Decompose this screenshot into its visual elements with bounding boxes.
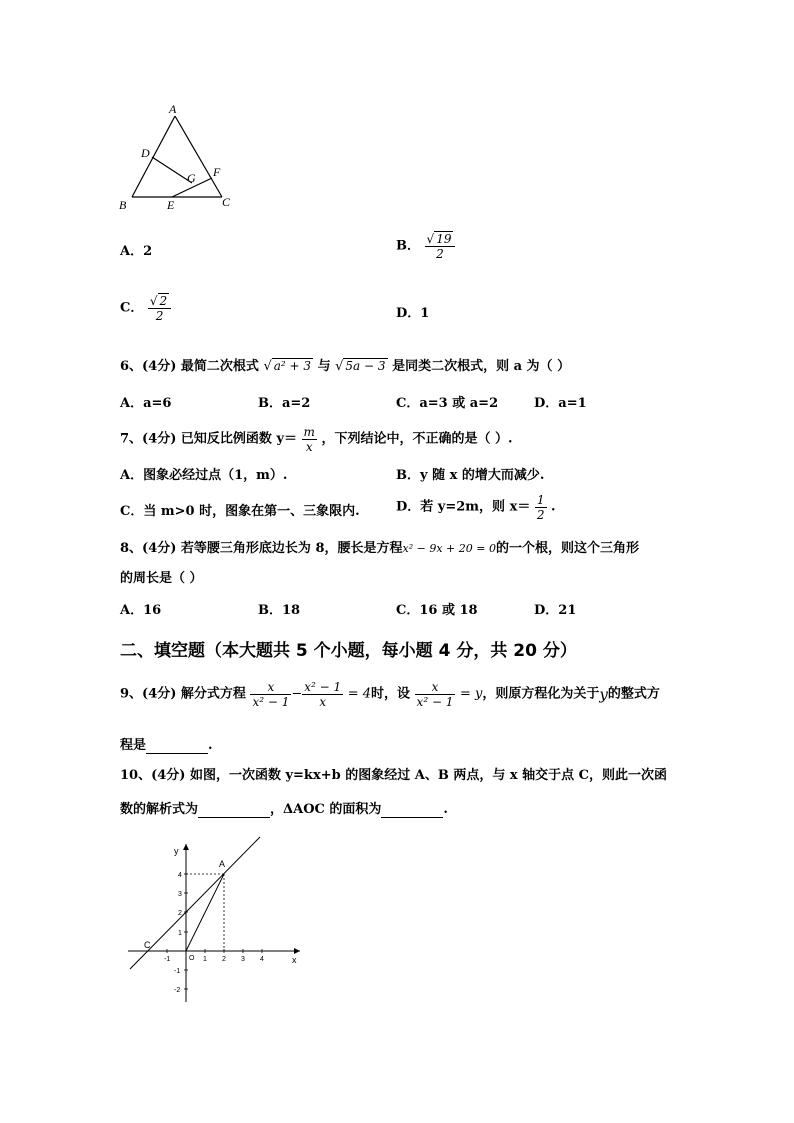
q7-option-a: A．图象必经过点（1，m）. — [120, 468, 288, 483]
q8-stem-line2: 的周长是（ ） — [120, 571, 203, 586]
x-tick-label-2: 2 — [222, 956, 226, 963]
label-g: G — [187, 171, 196, 185]
segment-ab — [132, 116, 175, 197]
q5-option-d: D．1 — [396, 306, 430, 321]
q9-fraction-2: $\frac{\text{x² − 1}}{x}$ — [304, 680, 342, 709]
q9-fraction-3: $\frac{x}{\text{x² − 1}}$ — [416, 680, 454, 709]
y-tick-label-neg1: -1 — [174, 968, 181, 975]
label-f: F — [213, 165, 221, 179]
q9-stem: 9、(4分) 解分式方程 $\frac{x}{\text{x² − 1}}$ − $\frac{\text{x² − 1}}{x}$ = 4时，设 $\frac{x}{\text{x² − 1}}$ = y，则原方程化为关于y的整式方 — [120, 680, 660, 709]
q7-option-d-fraction: $\frac{1}{2}$ — [536, 493, 545, 522]
y-tick-label-4: 4 — [178, 872, 182, 879]
label-c: C — [222, 195, 231, 209]
x-axis-arrow — [294, 948, 300, 954]
segment-dg — [152, 157, 192, 183]
q7-option-d: D．若 y=2m，则 x＝ $\frac{1}{2}$ . — [396, 493, 556, 522]
q5-option-b-fraction: $\frac{√ 19}{2}$ — [425, 232, 456, 261]
x-tick-label-neg1: -1 — [164, 956, 171, 963]
q6-option-a: A．a=6 — [120, 396, 172, 411]
q7-option-c: C．当 m>0 时，图象在第一、三象限内. — [120, 504, 360, 519]
q9-stem-line2: 程是 . — [120, 738, 213, 753]
q10-stem-line2: 数的解析式为 ，ΔAOC 的面积为 . — [120, 802, 448, 817]
y-tick-label-3: 3 — [178, 891, 182, 898]
q10-stem: 10、(4分) 如图，一次函数 y=kx+b 的图象经过 A、B 两点，与 x 轴交于点 C，则此一次函 — [120, 768, 668, 783]
x-tick-label-3: 3 — [241, 956, 245, 963]
q8-option-a: A．16 — [120, 603, 162, 618]
label-e: E — [167, 198, 175, 212]
q5-option-a: A．2 — [120, 244, 153, 259]
axis-label-x: x — [292, 955, 297, 965]
q7-fraction: $\frac{m}{x}$ — [303, 425, 315, 454]
y-axis-arrow — [183, 844, 189, 850]
q5-option-c: C． $\frac{√ 2}{2}$ — [120, 294, 171, 323]
q5-option-c-fraction: $\frac{√ 2}{2}$ — [148, 294, 171, 323]
segment-oa — [186, 874, 224, 951]
q7-option-b: B．y 随 x 的增大而减少. — [396, 468, 545, 483]
q8-stem: 8、(4分) 若等腰三角形底边长为 8，腰长是方程x² − 9x + 20 = 0的一个根，则这个三角形 — [120, 541, 639, 556]
y-tick-label-2: 2 — [178, 910, 182, 917]
q5-option-b: B． $\frac{√ 19}{2}$ — [396, 232, 455, 261]
q8-option-d: D．21 — [534, 603, 577, 618]
q10-answer-blank-1[interactable] — [198, 805, 270, 818]
coordinate-graph — [120, 832, 320, 1007]
section-heading: 二、填空题（本大题共 5 个小题，每小题 4 分，共 20 分） — [120, 641, 577, 661]
point-c-label: C — [144, 940, 151, 950]
q8-option-c: C．16 或 18 — [396, 603, 478, 618]
q6-option-b: B．a=2 — [258, 396, 311, 411]
label-b: B — [119, 198, 127, 212]
q8-option-b: B．18 — [258, 603, 301, 618]
x-tick-label-4: 4 — [260, 956, 264, 963]
axis-label-y: y — [174, 846, 179, 856]
y-tick-label-1: 1 — [178, 930, 182, 937]
x-tick-label-1: 1 — [203, 956, 207, 963]
origin-label: O — [189, 955, 195, 962]
q7-stem: 7、(4分) 已知反比例函数 y＝ $\frac{m}{x}$ ，下列结论中，不正确的是（ ）. — [120, 425, 513, 454]
q10-answer-blank-2[interactable] — [381, 805, 443, 818]
point-a-label: A — [219, 859, 226, 869]
label-a: A — [169, 102, 177, 116]
triangle-figure — [112, 100, 242, 215]
q6-option-d: D．a=1 — [534, 396, 587, 411]
q9-fraction-1: $\frac{x}{\text{x² − 1}}$ — [252, 680, 290, 709]
q6-option-c: C．a=3 或 a=2 — [396, 396, 499, 411]
label-d: D — [141, 146, 150, 160]
q9-answer-blank[interactable] — [146, 741, 208, 754]
q6-stem: 6、(4分) 最简二次根式 √ a² + 3 与 √ 5a − 3 是同类二次根式，则 a 为（ ） — [120, 359, 571, 374]
y-tick-label-neg2: -2 — [174, 987, 181, 994]
